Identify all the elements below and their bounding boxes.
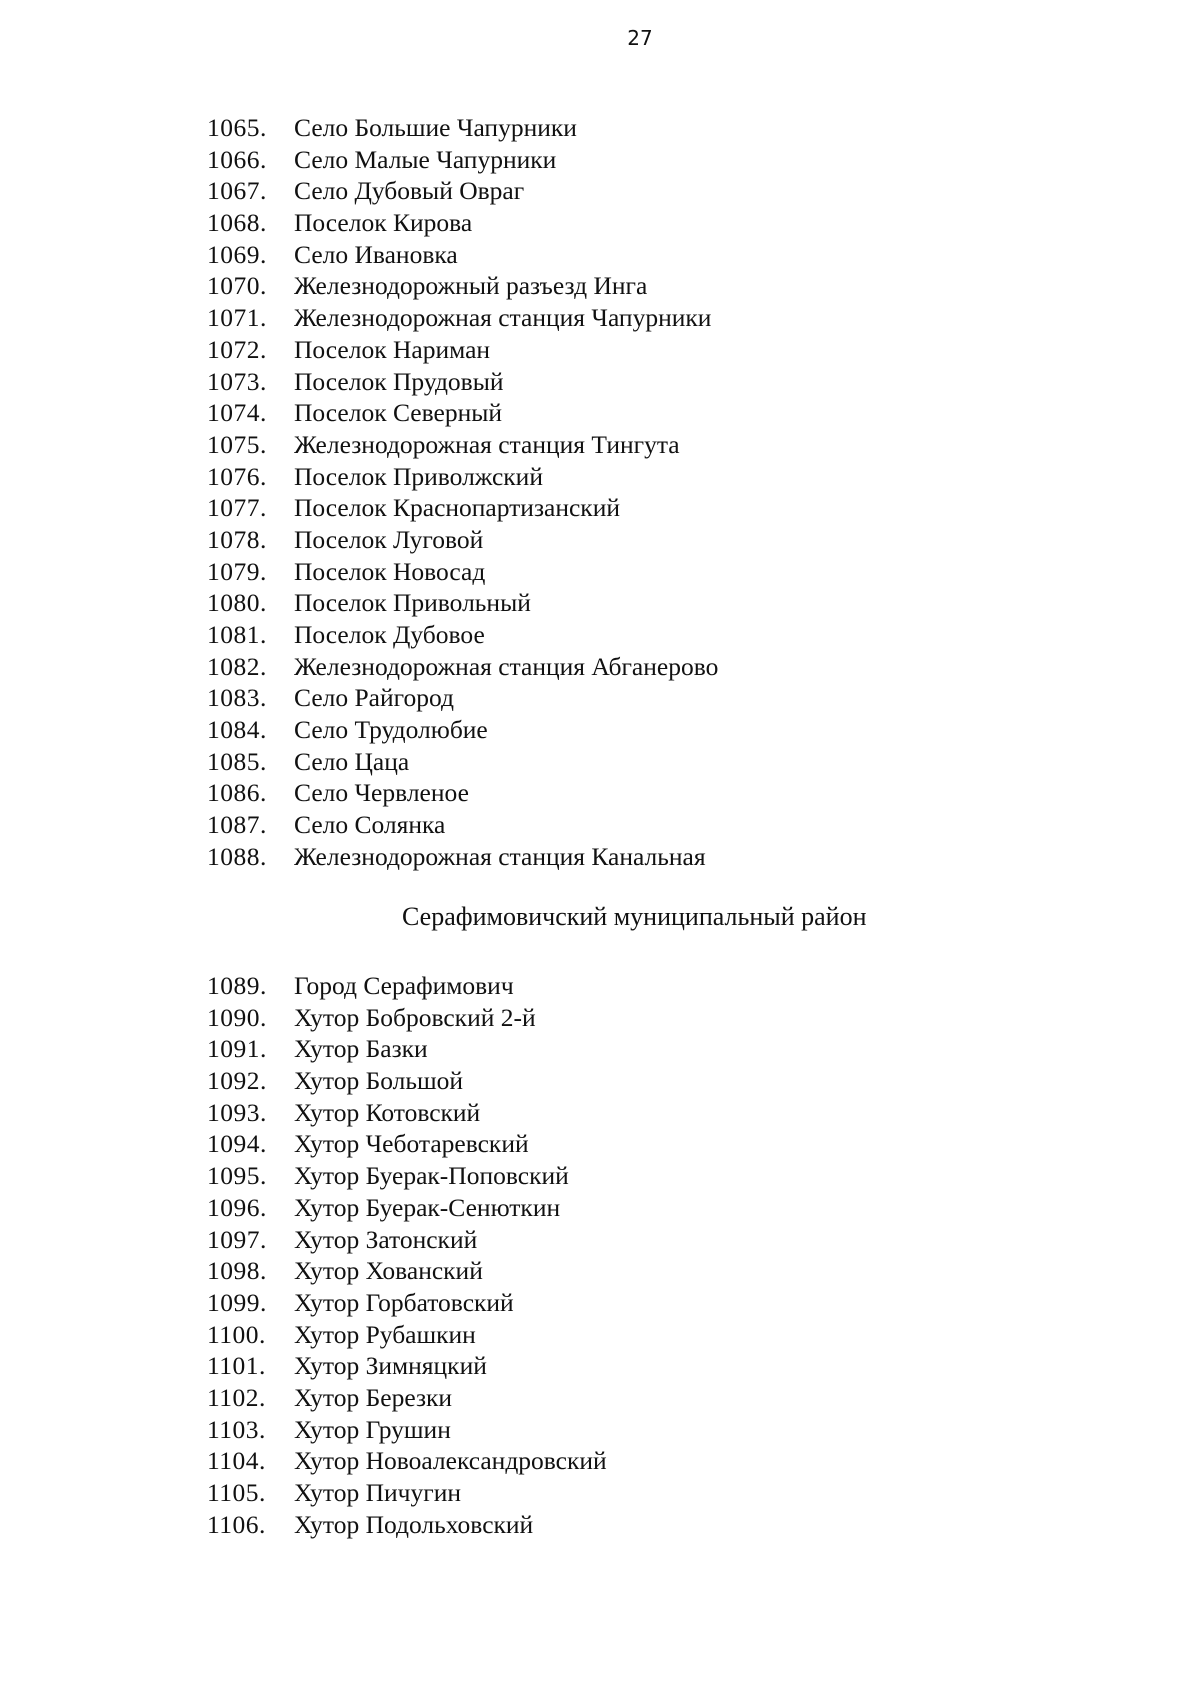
item-number: 1090. <box>207 1002 267 1032</box>
list-item <box>207 841 718 873</box>
item-number: 1072. <box>207 334 267 364</box>
settlement-name: Поселок Северный <box>294 398 503 428</box>
list-item <box>207 1224 607 1256</box>
settlement-name: Железнодорожная станция Канальная <box>294 841 706 871</box>
item-number: 1078. <box>207 524 267 554</box>
list-item <box>207 682 718 714</box>
list-item <box>207 112 718 144</box>
list-item <box>207 809 718 841</box>
list-item <box>207 1065 607 1097</box>
settlement-name: Железнодорожная станция Абганерово <box>294 651 719 681</box>
settlement-name: Хутор Новоалександровский <box>294 1446 607 1476</box>
item-number: 1084. <box>207 715 267 745</box>
list-item <box>207 1509 607 1541</box>
settlement-name: Хутор Чеботаревский <box>294 1129 529 1159</box>
settlement-list-a <box>207 112 718 873</box>
settlement-name: Железнодорожная станция Тингута <box>294 429 680 459</box>
settlement-name: Хутор Подольховский <box>294 1509 534 1539</box>
settlement-name: Город Серафимович <box>294 971 514 1000</box>
settlement-name: Поселок Краснопартизанский <box>294 493 620 523</box>
settlement-name: Поселок Нариман <box>294 334 491 364</box>
item-number: 1095. <box>207 1161 267 1191</box>
list-item <box>207 1319 607 1351</box>
list-item <box>207 397 718 429</box>
item-number: 1089. <box>207 971 267 1000</box>
item-number: 1083. <box>207 683 267 713</box>
item-number: 1074. <box>207 398 267 428</box>
settlement-name: Поселок Луговой <box>294 524 484 554</box>
page-number: 27 <box>627 26 653 50</box>
list-item <box>207 1445 607 1477</box>
item-number: 1086. <box>207 778 267 808</box>
item-number: 1081. <box>207 620 267 649</box>
settlement-name: Хутор Затонский <box>294 1224 478 1254</box>
item-number: 1092. <box>207 1066 267 1096</box>
list-item <box>207 587 718 619</box>
list-item <box>207 1160 607 1192</box>
item-number: 1104. <box>207 1446 266 1476</box>
settlement-name: Железнодорожная станция Чапурники <box>294 303 712 333</box>
section-heading: Серафимовичский муниципальный район <box>402 902 867 931</box>
list-item <box>207 1128 607 1160</box>
settlement-name: Село Большие Чапурники <box>294 113 577 142</box>
settlement-name: Хутор Котовский <box>294 1097 481 1127</box>
list-item <box>207 970 607 1002</box>
item-number: 1070. <box>207 271 267 301</box>
item-number: 1075. <box>207 429 267 459</box>
list-item <box>207 1287 607 1319</box>
settlement-name: Хутор Рубашкин <box>294 1319 476 1349</box>
list-item <box>207 239 718 271</box>
item-number: 1067. <box>207 176 267 206</box>
item-number: 1087. <box>207 810 267 840</box>
item-number: 1079. <box>207 556 267 586</box>
settlement-name: Поселок Приволжский <box>294 461 543 491</box>
settlement-name: Поселок Привольный <box>294 588 531 618</box>
item-number: 1096. <box>207 1192 267 1222</box>
list-item <box>207 461 718 493</box>
item-number: 1103. <box>207 1414 266 1444</box>
item-number: 1069. <box>207 239 267 269</box>
list-item <box>207 1033 607 1065</box>
list-item <box>207 619 718 651</box>
list-item <box>207 777 718 809</box>
settlement-name: Село Райгород <box>294 683 454 713</box>
settlement-name: Село Солянка <box>294 810 446 840</box>
settlement-name: Село Ивановка <box>294 239 458 269</box>
list-item <box>207 524 718 556</box>
item-number: 1100. <box>207 1319 266 1349</box>
item-number: 1085. <box>207 746 267 776</box>
item-number: 1076. <box>207 461 267 491</box>
item-number: 1105. <box>207 1478 266 1507</box>
settlement-name: Хутор Березки <box>294 1382 453 1412</box>
item-number: 1080. <box>207 588 267 618</box>
item-number: 1065. <box>207 113 267 142</box>
list-item <box>207 207 718 239</box>
item-number: 1102. <box>207 1382 266 1412</box>
settlement-name: Хутор Бобровский 2-й <box>294 1002 536 1032</box>
item-number: 1101. <box>207 1351 266 1381</box>
settlement-name: Село Трудолюбие <box>294 715 488 745</box>
settlement-name: Село Червленое <box>294 778 469 808</box>
settlement-name: Поселок Дубовое <box>294 620 485 649</box>
settlement-name: Железнодорожный разъезд Инга <box>294 271 648 301</box>
settlement-name: Хутор Хованский <box>294 1256 483 1286</box>
list-item <box>207 175 718 207</box>
list-item <box>207 429 718 461</box>
settlement-name: Хутор Зимняцкий <box>294 1351 487 1381</box>
settlement-name: Хутор Базки <box>294 1034 428 1064</box>
item-number: 1088. <box>207 841 267 871</box>
list-item <box>207 651 718 683</box>
list-item <box>207 144 718 176</box>
item-number: 1077. <box>207 493 267 523</box>
item-number: 1071. <box>207 303 267 333</box>
list-item <box>207 366 718 398</box>
list-item <box>207 302 718 334</box>
item-number: 1106. <box>207 1509 266 1539</box>
settlement-name: Село Дубовый Овраг <box>294 176 525 206</box>
item-number: 1094. <box>207 1129 267 1159</box>
list-item <box>207 1382 607 1414</box>
settlement-name: Поселок Прудовый <box>294 366 504 396</box>
settlement-name: Хутор Буерак-Поповский <box>294 1161 569 1191</box>
list-item <box>207 714 718 746</box>
item-number: 1098. <box>207 1256 267 1286</box>
settlement-name: Хутор Буерак-Сенюткин <box>294 1192 561 1222</box>
settlement-name: Село Цаца <box>294 746 410 776</box>
list-item <box>207 1414 607 1446</box>
list-item <box>207 1097 607 1129</box>
item-number: 1068. <box>207 208 267 238</box>
list-item <box>207 1477 607 1509</box>
settlement-name: Поселок Кирова <box>294 208 473 238</box>
list-item <box>207 492 718 524</box>
settlement-name: Хутор Горбатовский <box>294 1287 514 1317</box>
list-item <box>207 746 718 778</box>
list-item <box>207 270 718 302</box>
settlement-list-b <box>207 970 607 1540</box>
item-number: 1099. <box>207 1287 267 1317</box>
settlement-name: Хутор Грушин <box>294 1414 451 1444</box>
list-item <box>207 556 718 588</box>
item-number: 1097. <box>207 1224 267 1254</box>
list-item <box>207 1192 607 1224</box>
list-item <box>207 334 718 366</box>
item-number: 1066. <box>207 144 267 174</box>
list-item <box>207 1002 607 1034</box>
settlement-name: Хутор Большой <box>294 1066 464 1096</box>
settlement-name: Поселок Новосад <box>294 556 486 586</box>
settlement-name: Село Малые Чапурники <box>294 144 557 174</box>
item-number: 1093. <box>207 1097 267 1127</box>
item-number: 1082. <box>207 651 267 681</box>
settlement-name: Хутор Пичугин <box>294 1478 461 1507</box>
list-item <box>207 1255 607 1287</box>
list-item <box>207 1350 607 1382</box>
item-number: 1091. <box>207 1034 267 1064</box>
item-number: 1073. <box>207 366 267 396</box>
